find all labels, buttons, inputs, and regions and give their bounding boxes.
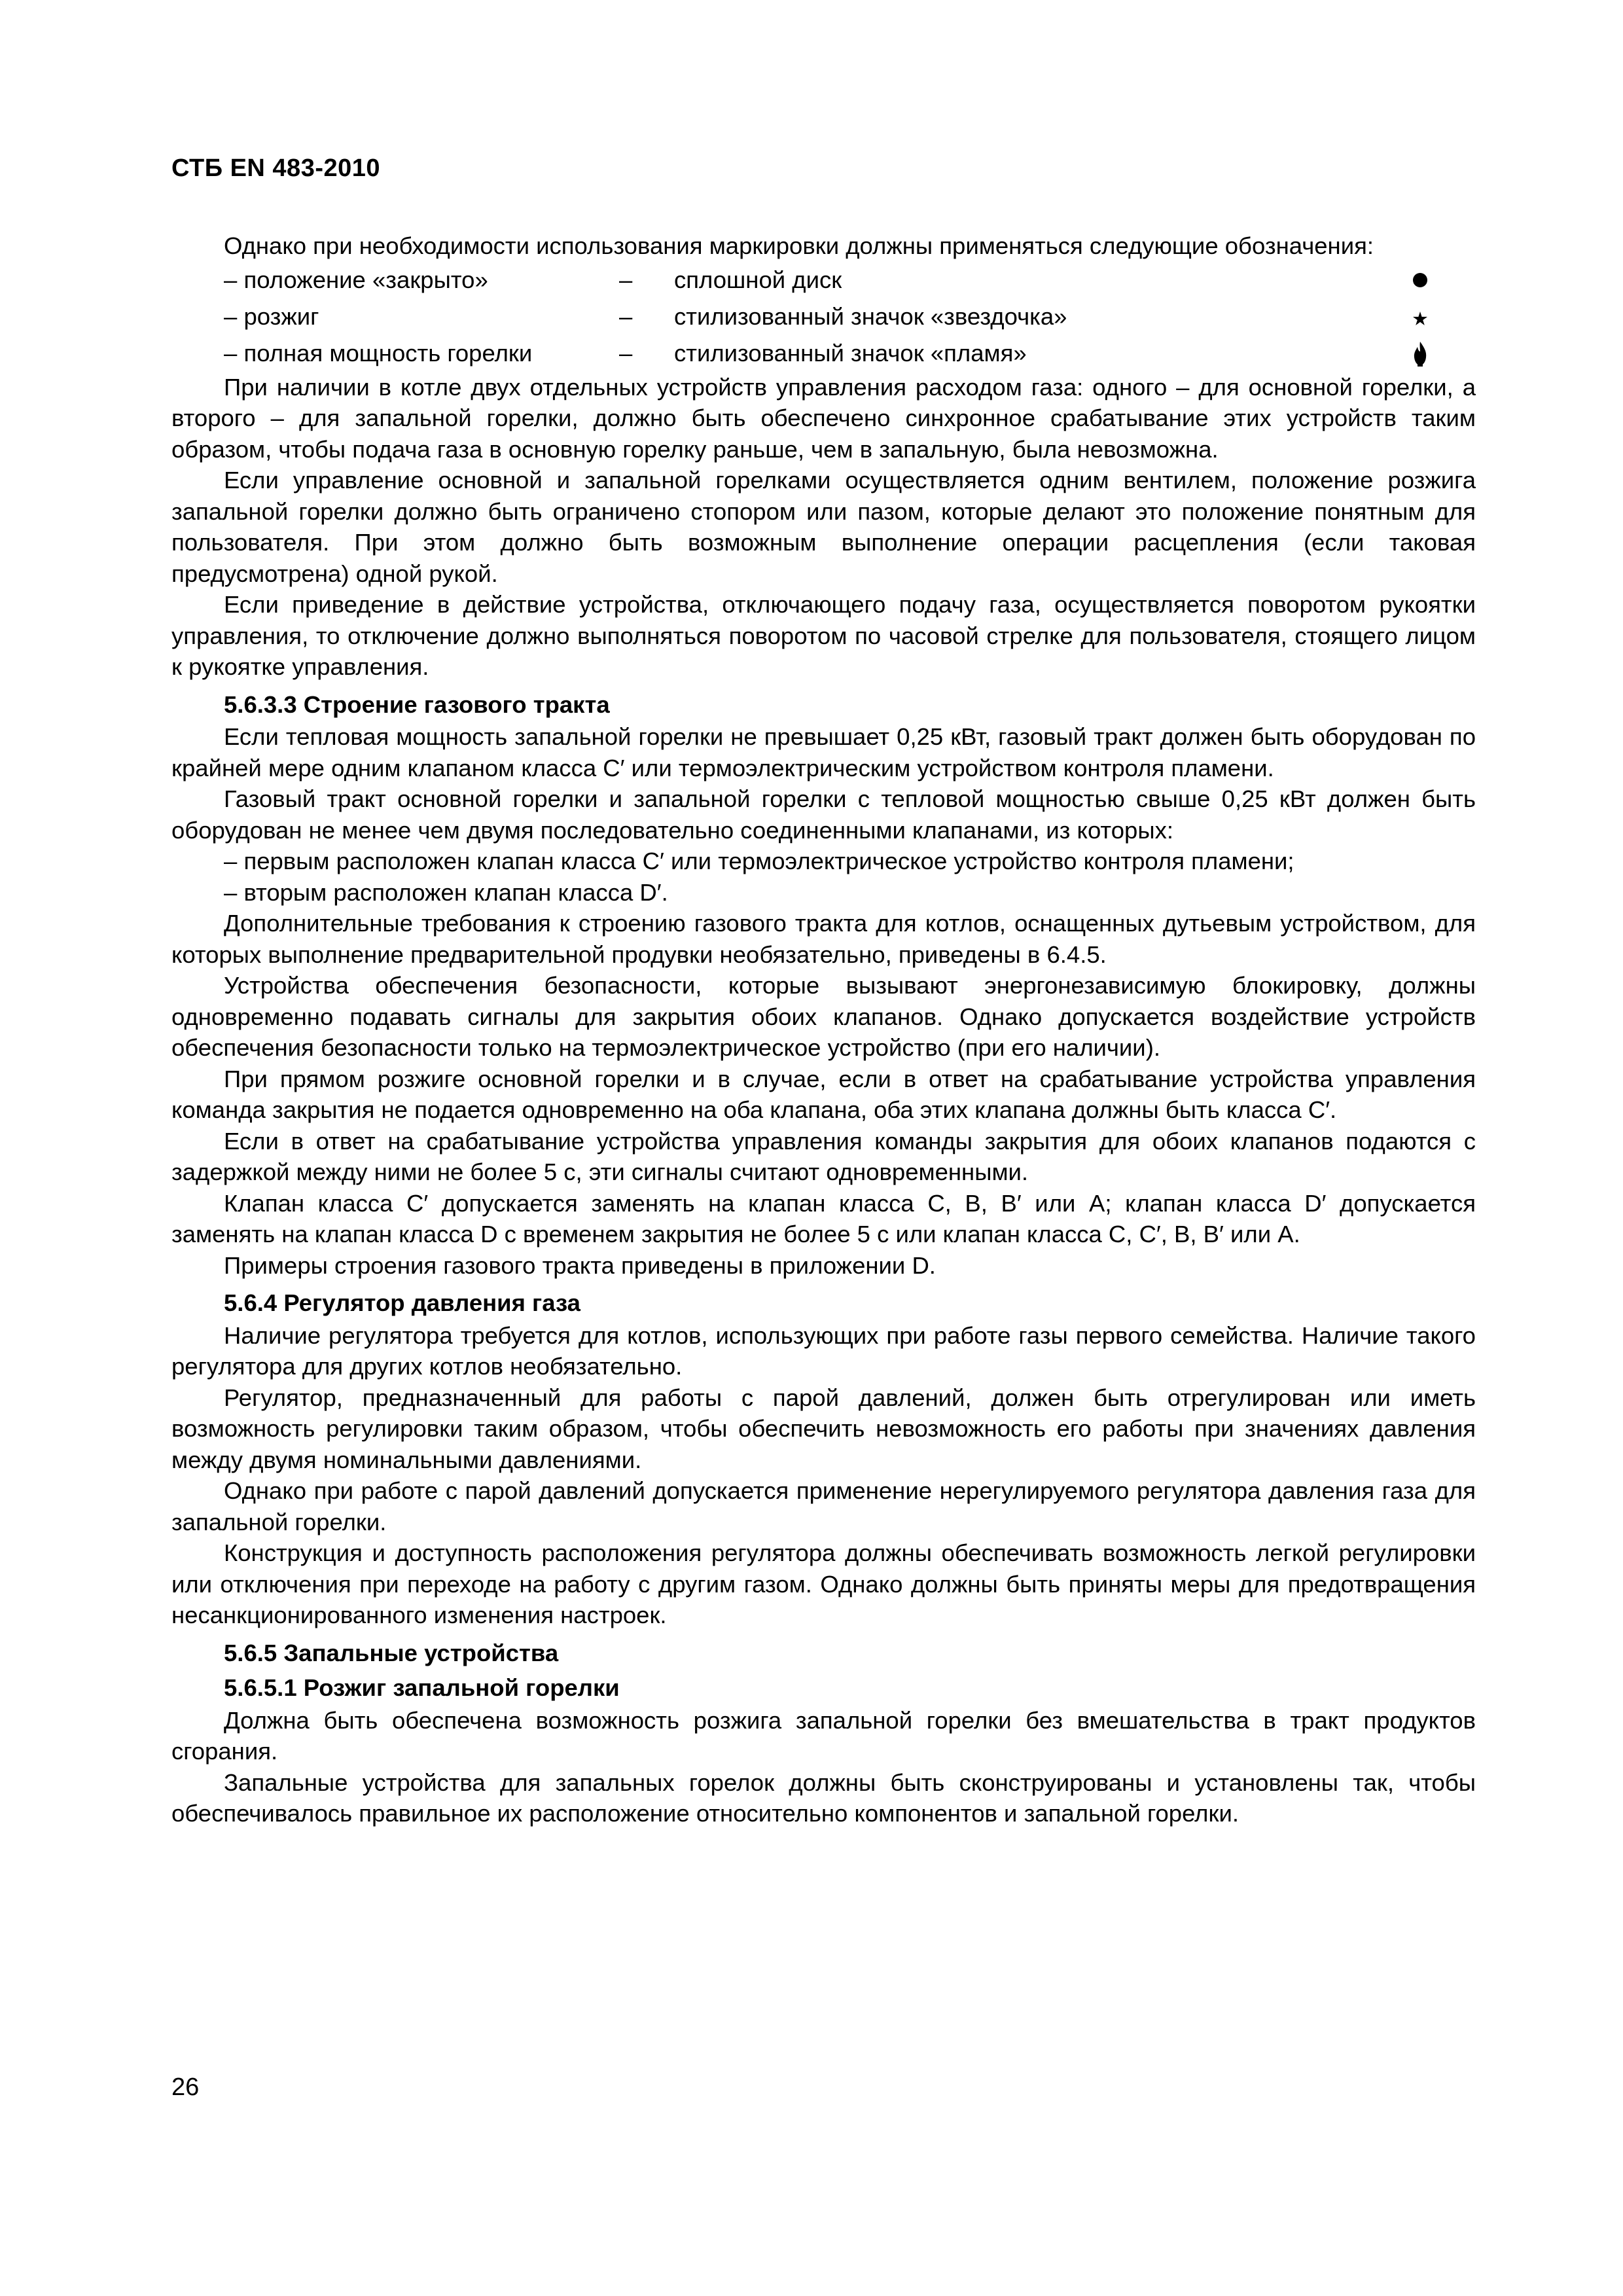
symbol-label: – розжиг [224,302,319,330]
paragraph: Конструкция и доступность расположения регулятора должны обеспечивать возможность легкой регулировки или отключения при переходе на работу с другим газом. Однако должны быть приняты меры для предотвращения несанкционированного изменения настроек. [171,1539,1476,1628]
document-id: СТБ EN 483-2010 [171,154,381,182]
symbol-label: – полная мощность горелки [224,339,533,367]
list-item: – вторым расположен клапан класса D′. [224,878,668,906]
paragraph: Примеры строения газового тракта приведены в приложении D. [224,1251,936,1279]
section-heading-5-6-4: 5.6.4 Регулятор давления газа [224,1289,580,1316]
symbol-dash: – [619,302,633,330]
symbol-description: стилизованный значок «пламя» [674,339,1027,367]
paragraph: Запальные устройства для запальных горелок должны быть сконструированы и установлены так, чтобы обеспечивалось правильное их расположение относительно компонентов и запальной горелки. [171,1768,1476,1827]
paragraph: Устройства обеспечения безопасности, которые вызывают энергонезависимую блокировку, должны одновременно подавать сигналы для закрытия обоих клапанов. Однако допускается воздействие устройств обеспечения безопасности только на термоэлектрическое устройство (при его наличии). [171,972,1476,1061]
paragraph: При наличии в котле двух отдельных устройств управления расходом газа: одного – для основной горелки, а второго – для запальной горелки, должно быть обеспечено синхронное срабатывание этих устройств таким образом, чтобы подача газа в основную горелку раньше, чем в запальную, была невозможна. [171,373,1476,463]
star-icon [1410,305,1430,329]
intro-paragraph: Однако при необходимости использования маркировки должны применяться следующие обозначения: [224,232,1374,259]
symbol-dash: – [619,266,633,293]
paragraph: Однако при работе с парой давлений допускается применение нерегулируемого регулятора давления газа для запальной горелки. [171,1477,1476,1535]
paragraph: Клапан класса C′ допускается заменять на клапан класса C, B, B′ или A; клапан класса D′ допускается заменять на клапан класса D с временем закрытия не более 5 с или клапан класса C, C′, B, B′ или A. [171,1189,1476,1247]
symbol-label: – положение «закрыто» [224,266,488,293]
paragraph: Если тепловая мощность запальной горелки не превышает 0,25 кВт, газовый тракт должен быть оборудован по крайней мере одним клапаном класса C′ или термоэлектрическим устройством контроля пламени. [171,723,1476,781]
symbol-row-ignition [224,298,1459,335]
marking-symbols-table [224,262,1459,372]
symbol-row-closed [224,262,1459,298]
paragraph: Регулятор, предназначенный для работы с парой давлений, должен быть отрегулирован или иметь возможность регулировки таким образом, чтобы обеспечить невозможность его работы при значениях давления между двумя номинальными давлениями. [171,1384,1476,1473]
paragraph: Если в ответ на срабатывание устройства управления команды закрытия для обоих клапанов подаются с задержкой между ними не более 5 с, эти сигналы считают одновременными. [171,1127,1476,1185]
flame-icon [1410,339,1430,368]
paragraph: Дополнительные требования к строению газового тракта для котлов, оснащенных дутьевым устройством, для которых выполнение предварительной продувки необязательно, приведены в 6.4.5. [171,910,1476,968]
paragraph: Если приведение в действие устройства, отключающего подачу газа, осуществляется поворотом рукоятки управления, то отключение должно выполняться поворотом по часовой стрелке для пользователя, стоящего лицом к рукоятке управления. [171,591,1476,680]
symbol-description: стилизованный значок «звездочка» [674,302,1067,330]
section-heading-5-6-5: 5.6.5 Запальные устройства [224,1639,559,1666]
paragraph: При прямом розжиге основной горелки и в случае, если в ответ на срабатывание устройства управления команда закрытия не подается одновременно на оба клапана, оба этих клапана должны быть класса C′. [171,1065,1476,1123]
symbol-dash: – [619,339,633,367]
paragraph: Если управление основной и запальной горелками осуществляется одним вентилем, положение розжига запальной горелки должно быть ограничено стопором или пазом, которые делают это положение понятным для пользователя. При этом должно быть возможным выполнение операции расцепления (если таковая предусмотрена) одной рукой. [171,467,1476,587]
symbol-description: сплошной диск [674,266,842,293]
solid-disc-icon [1410,270,1430,290]
page-content [171,230,1476,1829]
symbol-row-full-power [224,335,1459,372]
page-number: 26 [171,2073,200,2101]
list-item: – первым расположен клапан класса C′ или термоэлектрическое устройство контроля пламени; [224,848,1294,874]
paragraph: Газовый тракт основной горелки и запальной горелки с тепловой мощностью свыше 0,25 кВт должен быть оборудован не менее чем двумя последовательно соединенными клапанами, из которых: [171,785,1476,844]
paragraph: Наличие регулятора требуется для котлов, использующих при работе газы первого семейства. Наличие такого регулятора для других котлов необязательно. [171,1321,1476,1380]
section-heading-5-6-5-1: 5.6.5.1 Розжиг запальной горелки [224,1674,620,1701]
section-heading-5-6-3-3: 5.6.3.3 Строение газового тракта [224,691,610,718]
paragraph: Должна быть обеспечена возможность розжига запальной горелки без вмешательства в тракт продуктов сгорания. [171,1706,1476,1765]
